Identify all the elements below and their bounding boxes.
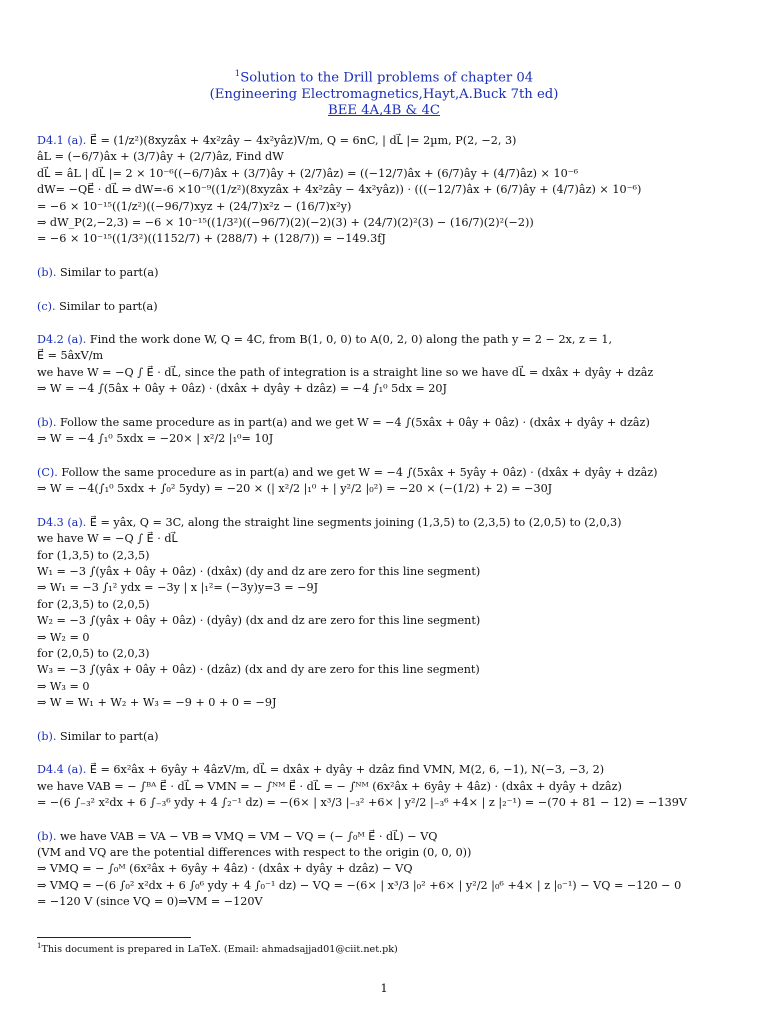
line-text: W₂ = −3 ∫(yâx + 0ây + 0âz) · (dyây) (dx and dz are zero for this line segment) [37, 614, 481, 628]
problem-label: D4.3 (a). [37, 515, 87, 529]
equation-line [37, 481, 749, 497]
line-text: (VM and VQ are the potential differences with respect to the origin (0, 0, 0)) [37, 845, 472, 859]
equation-line [37, 564, 749, 580]
equation-line [37, 829, 749, 845]
equation-line [37, 182, 749, 198]
problem-label: (b). [37, 729, 57, 743]
paragraph-gap [37, 448, 749, 465]
equation-line [37, 365, 749, 381]
document-header [0, 66, 768, 120]
line-text: = −6 × 10⁻¹⁵((1/z²)((−96/7)xyz + (24/7)x²z − (16/7)x²y) [37, 199, 352, 213]
equation-line [37, 679, 749, 695]
line-text: E⃗ = (1/z²)(8xyzâx + 4x²zây − 4x²yâz)V/m, Q = 6nC, | dL⃗ |= 2µm, P(2, −2, 3) [86, 134, 517, 147]
footnote [37, 942, 398, 955]
equation-line [37, 199, 749, 215]
line-text: dL⃗ = âL | dL⃗ |= 2 × 10⁻⁶((−6/7)âx + (3/7)ây + (2/7)âz) = ((−12/7)âx + (6/7)ây + (4/7)âz) × 10⁻⁶ [37, 166, 579, 180]
line-text: dW= −QE⃗ · dL⃗ ⇒ dW=-6 ×10⁻⁹((1/z²)(8xyzâx + 4x²zây − 4x²yâz)) · (((−12/7)âx + (6/7)ây + (4/7)âz) × 10⁻⁶) [37, 183, 642, 197]
equation-line [37, 465, 749, 481]
line-text: Similar to part(a) [55, 299, 158, 313]
document-subtitle: (Engineering Electromagnetics,Hayt,A.Buck 7th ed) [209, 86, 559, 102]
line-text: = −(6 ∫₋₃² x²dx + 6 ∫₋₃⁶ ydy + 4 ∫₂⁻¹ dz) = −(6× | x³/3 |₋₃² +6× | y²/2 |₋₃⁶ +4× | z |₂⁻¹) = −(70 + 81 − 12) = −139V [37, 796, 687, 809]
paragraph-gap [37, 248, 749, 265]
problem-label: (C). [37, 465, 58, 479]
page-number: 1 [380, 981, 388, 995]
line-text: âL = (−6/7)âx + (3/7)ây + (2/7)âz, Find dW [37, 150, 284, 164]
paragraph-gap [37, 711, 749, 728]
line-text: Follow the same procedure as in part(a) and we get W = −4 ∫(5xâx + 5yây + 0âz) · (dxâx + dyây + dzâz) [57, 465, 658, 479]
paragraph-gap [37, 745, 749, 762]
line-text: ⇒ W₃ = 0 [37, 679, 90, 693]
problem-label: (b). [37, 265, 57, 279]
equation-line [37, 779, 749, 795]
equation-line [37, 845, 749, 861]
equation-line [37, 762, 749, 778]
paragraph-gap [37, 811, 749, 828]
line-text: Find the work done W, Q = 4C, from B(1, 0, 0) to A(0, 2, 0) along the path y = 2 − 2x, z = 1, [86, 333, 613, 347]
equation-line [37, 646, 749, 662]
equation-line [37, 630, 749, 646]
document-title: Solution to the Drill problems of chapter 04 [240, 70, 534, 86]
equation-line [37, 695, 749, 711]
equation-line [37, 861, 749, 877]
problem-label: (b). [37, 829, 57, 843]
equation-line [37, 231, 749, 247]
footnote-mark: 1 [37, 942, 42, 950]
equation-line [37, 795, 749, 811]
line-text: ⇒ W = W₁ + W₂ + W₃ = −9 + 0 + 0 = −9J [37, 696, 277, 710]
equation-line [37, 515, 749, 531]
equation-line [37, 166, 749, 182]
equation-line [37, 597, 749, 613]
footnote-marker: 1 [234, 69, 241, 79]
line-text: E⃗ = yâx, Q = 3C, along the straight line segments joining (1,3,5) to (2,3,5) to (2,0,5) to (2,0,3) [86, 515, 622, 529]
equation-line [37, 548, 749, 564]
line-text: Similar to part(a) [56, 729, 159, 743]
line-text: Similar to part(a) [56, 265, 159, 279]
equation-line [37, 133, 749, 149]
equation-line [37, 381, 749, 397]
line-text: = −6 × 10⁻¹⁵((1/3²)((1152/7) + (288/7) + (128/7)) = −149.3fJ [37, 232, 386, 246]
line-text: for (2,3,5) to (2,0,5) [37, 597, 150, 611]
problem-label: (c). [37, 299, 56, 313]
paragraph-gap [37, 281, 749, 298]
line-text: W₃ = −3 ∫(yâx + 0ây + 0âz) · (dzâz) (dx and dy are zero for this line segment) [37, 663, 480, 677]
line-text: E⃗ = 5âxV/m [37, 349, 104, 363]
line-text: we have VAB = − ∫ᴮᴬ E⃗ · dL⃗ ⇒ VMN = − ∫ᴺᴹ E⃗ · dL⃗ = − ∫ᴺᴹ (6x²âx + 6yây + 4âz) · (dxâx + dyây + dzâz) [37, 779, 622, 793]
equation-line [37, 348, 749, 364]
line-text: E⃗ = 6x²âx + 6yây + 4âzV/m, dL⃗ = dxâx + dyây + dzâz find VMN, M(2, 6, −1), N(−3, −3, 2) [86, 763, 605, 777]
line-text: ⇒ W = −4 ∫(5âx + 0ây + 0âz) · (dxâx + dyây + dzâz) = −4 ∫₁⁰ 5dx = 20J [37, 382, 447, 396]
line-text: ⇒ W₁ = −3 ∫₁² ydx = −3y | x |₁²= (−3y)y=3 = −9J [37, 581, 319, 595]
line-text: W₁ = −3 ∫(yâx + 0ây + 0âz) · (dxâx) (dy and dz are zero for this line segment) [37, 564, 481, 578]
equation-line [37, 431, 749, 447]
problem-label: D4.1 (a). [37, 134, 87, 147]
equation-line [37, 531, 749, 547]
equation-line [37, 265, 749, 281]
line-text: ⇒ VMQ = −(6 ∫₀² x²dx + 6 ∫₀⁶ ydy + 4 ∫₀⁻¹ dz) − VQ = −(6× | x³/3 |₀² +6× | y²/2 |₀⁶ +4× | z |₀⁻¹) − VQ = −120 − 0 [37, 878, 682, 892]
footnote-rule [37, 937, 191, 938]
equation-line [37, 215, 749, 231]
course-codes: BEE 4A,4B & 4C [328, 103, 440, 119]
line-text: for (1,3,5) to (2,3,5) [37, 548, 150, 562]
title-line [0, 66, 768, 87]
paragraph-gap [37, 398, 749, 415]
equation-line [37, 729, 749, 745]
line-text: we have VAB = VA − VB ⇒ VMQ = VM − VQ = (− ∫₀ᴹ E⃗ · dL⃗) − VQ [56, 829, 438, 843]
equation-line [37, 613, 749, 629]
line-text: ⇒ VMQ = − ∫₀ᴹ (6x²âx + 6yây + 4âz) · (dxâx + dyây + dzâz) − VQ [37, 862, 413, 876]
equation-line [37, 299, 749, 315]
footnote-text: This document is prepared in LaTeX. (Email: ahmadsajjad01@ciit.net.pk) [41, 944, 398, 956]
equation-line [37, 662, 749, 678]
paragraph-gap [37, 498, 749, 515]
line-text: for (2,0,5) to (2,0,3) [37, 646, 150, 660]
line-text: ⇒ dW_P(2,−2,3) = −6 × 10⁻¹⁵((1/3²)((−96/7)(2)(−2)(3) + (24/7)(2)²(3) − (16/7)(2)²(−2)) [37, 215, 534, 229]
line-text: = −120 V (since VQ = 0)⇒VM = −120V [37, 895, 263, 909]
line-text: we have W = −Q ∫ E⃗ · dL⃗, since the path of integration is a straight line so we have dL⃗ = dxâx + dyây + dzâz [37, 365, 654, 379]
equation-line [37, 332, 749, 348]
equation-line [37, 415, 749, 431]
line-text: ⇒ W₂ = 0 [37, 630, 90, 644]
line-text: we have W = −Q ∫ E⃗ · dL⃗ [37, 532, 178, 546]
equation-line [37, 149, 749, 165]
line-text: Follow the same procedure as in part(a) and we get W = −4 ∫(5xâx + 0ây + 0âz) · (dxâx + dyây + dzâz) [56, 415, 650, 429]
document-body [37, 133, 749, 911]
problem-label: D4.4 (a). [37, 763, 87, 777]
paragraph-gap [37, 315, 749, 332]
equation-line [37, 580, 749, 596]
line-text: ⇒ W = −4(∫₁⁰ 5xdx + ∫₀² 5ydy) = −20 × (| x²/2 |₁⁰ + | y²/2 |₀²) = −20 × (−(1/2) + 2) = −30J [37, 482, 553, 496]
problem-label: D4.2 (a). [37, 333, 87, 347]
equation-line [37, 878, 749, 894]
equation-line [37, 894, 749, 910]
line-text: ⇒ W = −4 ∫₁⁰ 5xdx = −20× | x²/2 |₁⁰= 10J [37, 432, 274, 446]
problem-label: (b). [37, 415, 57, 429]
